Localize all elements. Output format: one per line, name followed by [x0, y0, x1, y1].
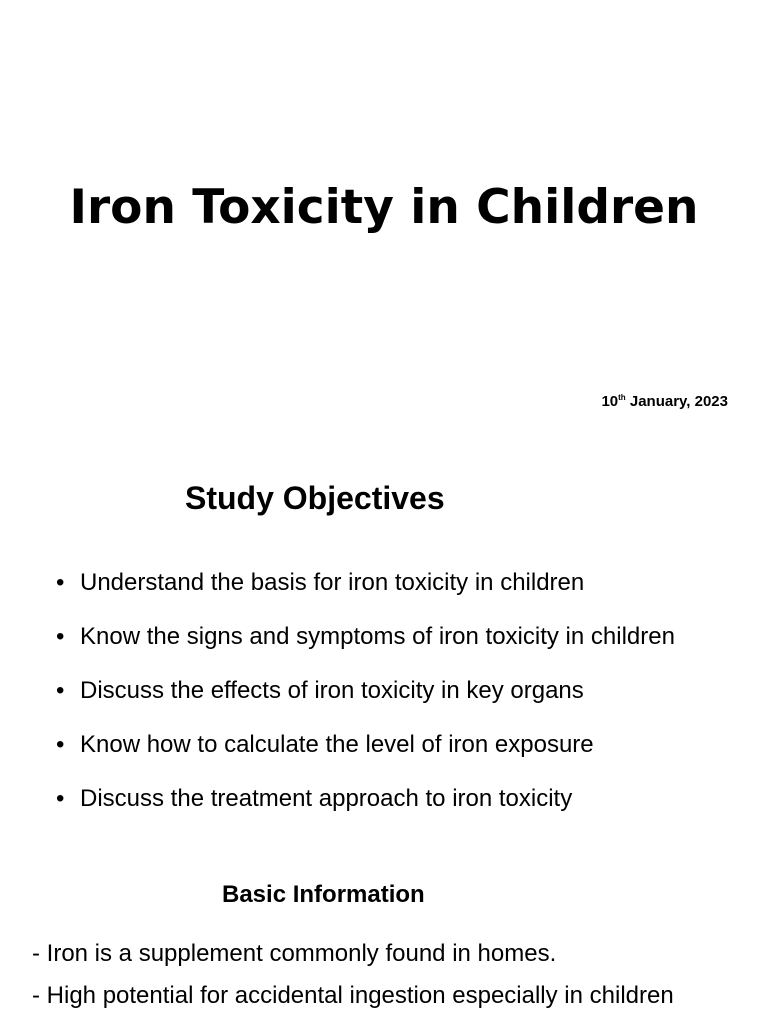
- list-item: - Iron is a supplement commonly found in homes.: [32, 940, 557, 967]
- document-title: Iron Toxicity in Children: [69, 180, 699, 235]
- bullet-icon: •: [56, 785, 65, 812]
- date-ordinal-suffix: th: [618, 393, 626, 402]
- bullet-icon: •: [56, 623, 65, 650]
- document-date: [601, 393, 728, 411]
- objective-text: Discuss the treatment approach to iron toxicity: [80, 785, 573, 812]
- basic-information-heading: Basic Information: [222, 881, 425, 908]
- objective-text: Know the signs and symptoms of iron toxicity in children: [80, 623, 675, 650]
- objective-text: Understand the basis for iron toxicity in children: [80, 569, 585, 596]
- date-day: 10: [601, 393, 619, 410]
- bullet-icon: •: [56, 677, 65, 704]
- objective-text: Discuss the effects of iron toxicity in key organs: [80, 677, 584, 704]
- objective-text: Know how to calculate the level of iron exposure: [80, 731, 594, 758]
- bullet-icon: •: [56, 731, 65, 758]
- list-item: - High potential for accidental ingestion especially in children: [32, 982, 674, 1009]
- bullet-icon: •: [56, 569, 65, 596]
- study-objectives-heading: Study Objectives: [185, 480, 445, 516]
- date-month-year: January, 2023: [625, 393, 728, 410]
- basic-information-list: [32, 937, 674, 1021]
